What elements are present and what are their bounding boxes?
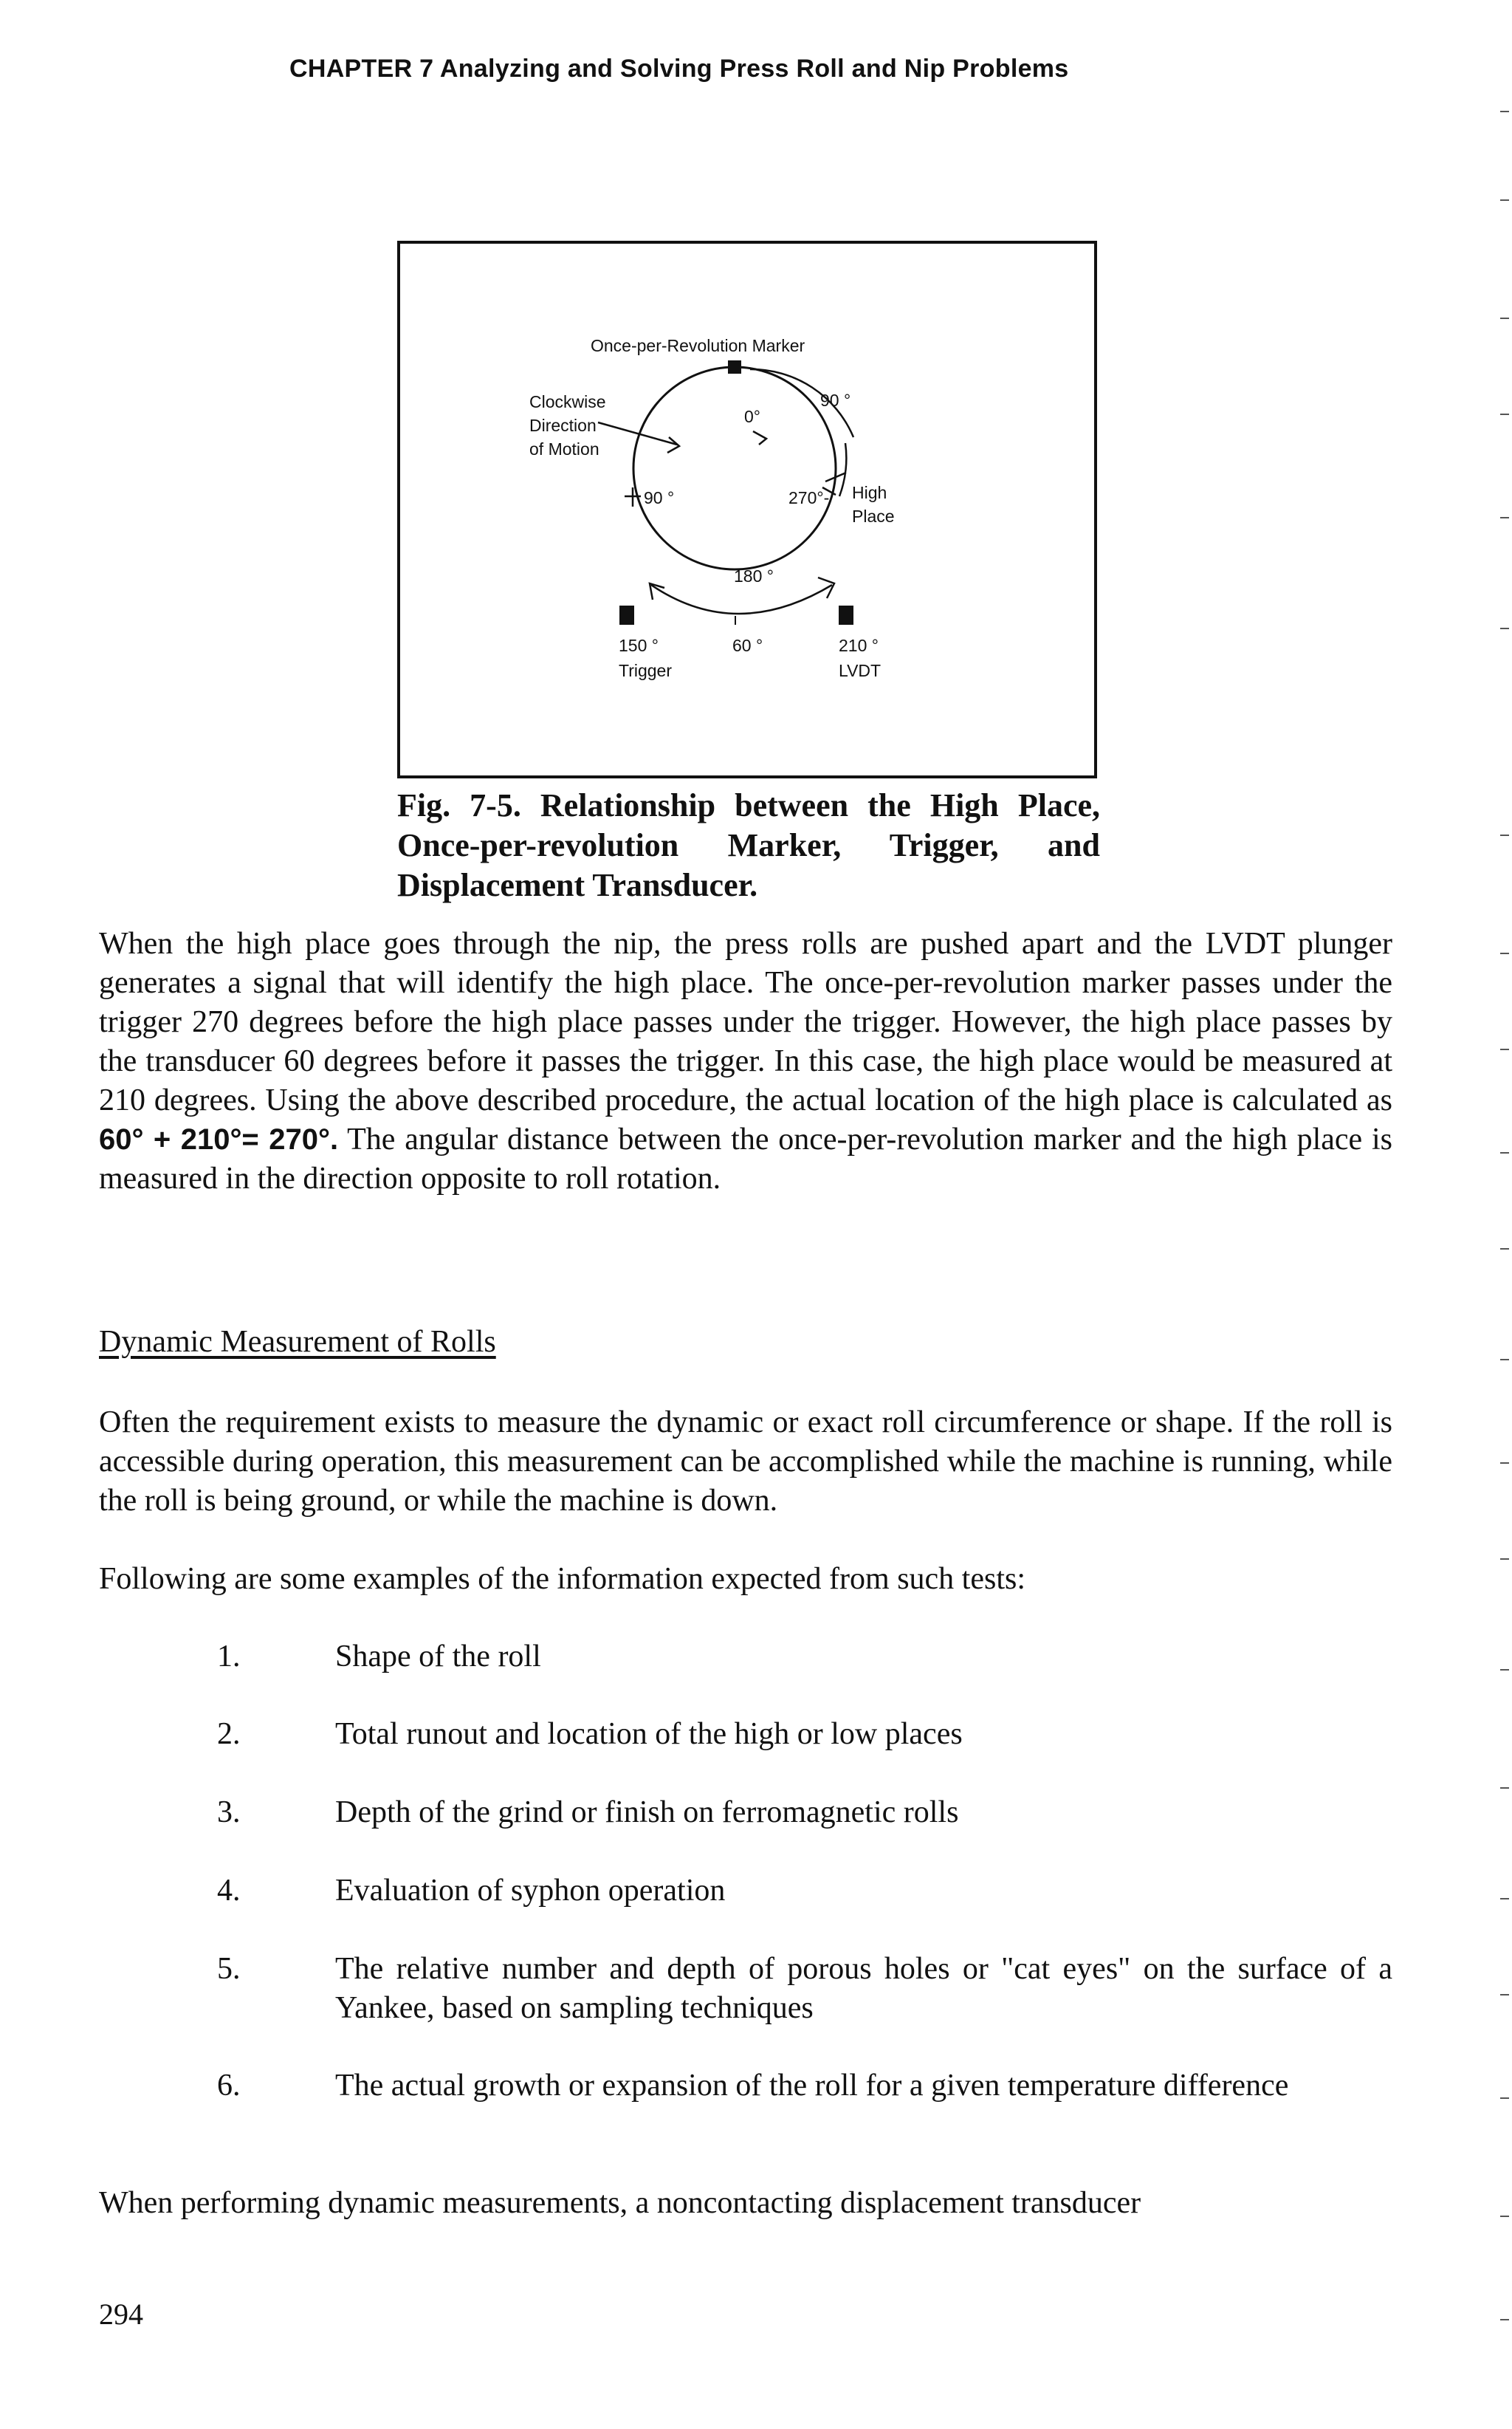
top-zero-label: 0° [744, 407, 760, 426]
marker-label: Once-per-Revolution Marker [591, 336, 805, 355]
list-number: 2. [217, 1717, 241, 1751]
left-90-label: 90 ° [644, 488, 675, 507]
top-right-90-label: 90 ° [820, 391, 851, 410]
paragraph-2: Often the requirement exists to measure the dynamic or exact roll circumference or shape. If the roll is accessible during operation, this measurement can be accomplished while the machine is running, while the roll is being ground, or while the machine is down. [99, 1405, 1392, 1518]
running-head: CHAPTER 7 Analyzing and Solving Press Roll and Nip Problems [289, 55, 1069, 83]
once-per-revolution-marker [728, 360, 741, 374]
list-text: Total runout and location of the high or low places [335, 1717, 963, 1751]
sixty-degree-arc [651, 585, 832, 614]
small-rotation-arrow [753, 431, 766, 445]
direction-label-3: of Motion [529, 439, 599, 459]
paragraph-3: Following are some examples of the information expected from such tests: [99, 1562, 1026, 1596]
list-number: 6. [217, 2069, 241, 2103]
paragraph-1 [99, 925, 1392, 1199]
list-number: 1. [217, 1640, 241, 1673]
lvdt-block [839, 606, 853, 625]
lvdt-label: LVDT [839, 661, 882, 680]
direction-label-1: Clockwise [529, 392, 606, 411]
direction-arrowhead [667, 437, 679, 453]
direction-label-2: Direction [529, 416, 597, 435]
roll-diagram [400, 244, 1100, 781]
margin-marks [1500, 0, 1512, 2429]
figure-7-5 [397, 241, 1097, 778]
right-270-label: 270°- [788, 488, 830, 507]
bottom-180-label: 180 ° [734, 566, 774, 586]
list-text: The relative number and depth of porous holes or "cat eyes" on the surface of a Yankee, based on sampling techniques [335, 1952, 1392, 2025]
list-number: 3. [217, 1795, 241, 1829]
list-number: 4. [217, 1874, 241, 1908]
arc-60-label: 60 ° [732, 636, 763, 655]
list-text: Shape of the roll [335, 1640, 541, 1673]
lvdt-angle-label: 210 ° [839, 636, 879, 655]
paragraph-1-text: When the high place goes through the nip, the press rolls are pushed apart and the LVDT plunger generates a signal that will identify the high place. The once-per-revolution marker passes under the trigger 270 degrees before the high place passes under the trigger. However, the high place passes by the transducer 60 degrees before it passes the trigger. In this case, the high place would be measured at 210 degrees. Using the above described procedure, the actual location of the high place is calculated as [99, 927, 1392, 1117]
formula: 60° + 210°= 270°. [99, 1123, 339, 1156]
list-text: Evaluation of syphon operation [335, 1874, 726, 1908]
trigger-block [619, 606, 634, 625]
roll-circle [633, 367, 836, 569]
page-number: 294 [99, 2298, 143, 2331]
paragraph-1-text-after: The angular distance between the once-per-revolution marker and the high place is measured in the direction opposite to roll rotation. [99, 1123, 1392, 1196]
figure-caption: Fig. 7-5. Relationship between the High Place, Once-per-revolution Marker, Trigger, and Displacement Transducer. [397, 787, 1100, 903]
list-number: 5. [217, 1952, 241, 1986]
section-heading: Dynamic Measurement of Rolls [99, 1325, 496, 1359]
high-label-2: Place [852, 507, 895, 526]
high-label-1: High [852, 483, 887, 502]
trigger-angle-label: 150 ° [619, 636, 659, 655]
list-text: Depth of the grind or finish on ferromagnetic rolls [335, 1795, 959, 1829]
trigger-label: Trigger [619, 661, 672, 680]
paragraph-4: When performing dynamic measurements, a noncontacting displacement transducer [99, 2186, 1141, 2220]
list-text: The actual growth or expansion of the roll for a given temperature difference [335, 2069, 1289, 2103]
right-arc [839, 443, 846, 496]
